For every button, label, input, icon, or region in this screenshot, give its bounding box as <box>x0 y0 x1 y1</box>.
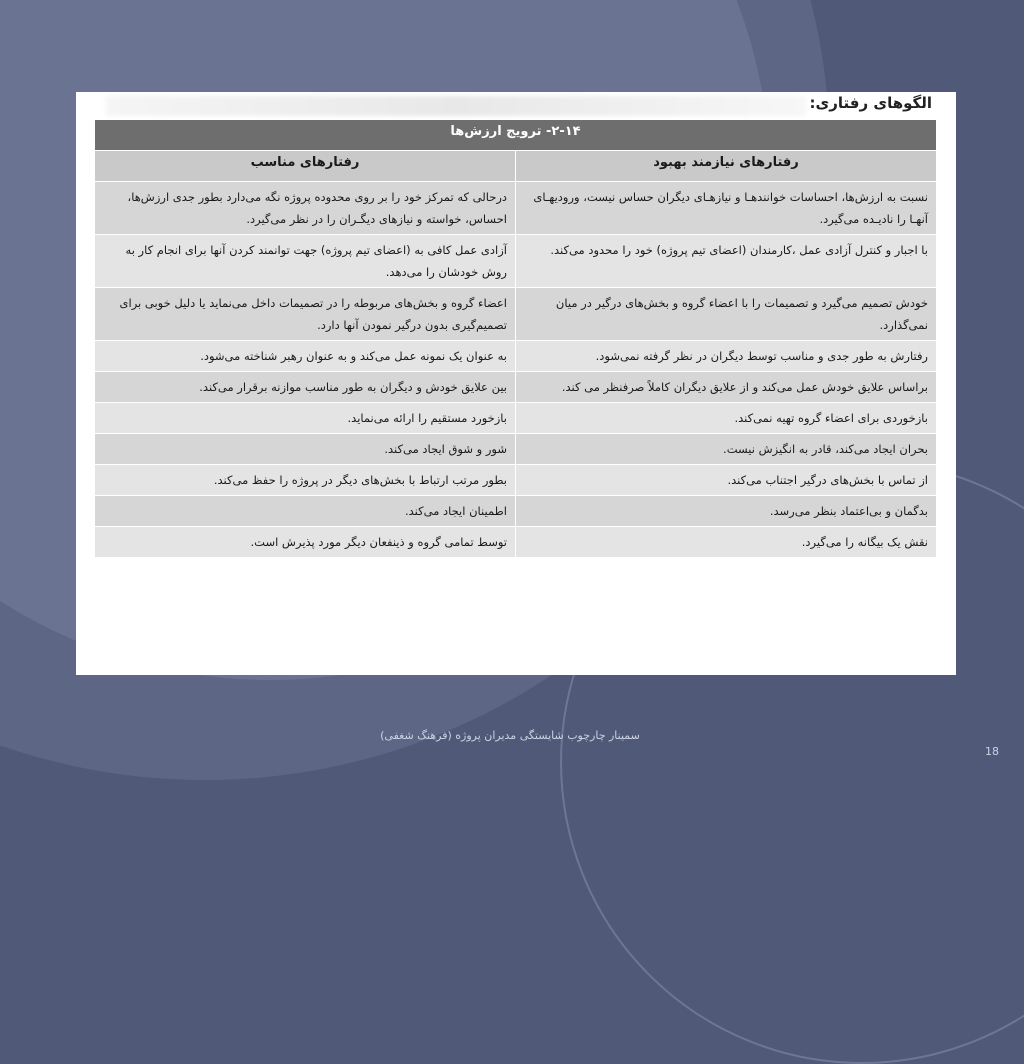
cell-improve: بدگمان و بی‌اعتماد بنظر می‌رسد. <box>516 496 937 527</box>
behavior-table <box>94 119 937 558</box>
cell-appropriate: شور و شوق ایجاد می‌کند. <box>95 434 516 465</box>
table-row <box>95 341 937 372</box>
cell-appropriate: بین علایق خودش و دیگران به طور مناسب موازنه برقرار می‌کند. <box>95 372 516 403</box>
cell-improve: نقش یک بیگانه را می‌گیرد. <box>516 527 937 558</box>
table-row <box>95 403 937 434</box>
table-row <box>95 372 937 403</box>
table-row <box>95 182 937 235</box>
cell-appropriate: درحالی که تمرکز خود را بر روی محدوده پروژه نگه می‌دارد بطور جدی ارزش‌ها، احساس، خواسته و نیازهای دیگـران را در نظر می‌گیرد. <box>95 182 516 235</box>
cell-improve: خودش تصمیم می‌گیرد و تصمیمات را با اعضاء گروه و بخش‌های درگیر در میان نمی‌گذارد. <box>516 288 937 341</box>
cell-improve: براساس علایق خودش عمل می‌کند و از علایق دیگران کاملاً صرفنظر می کند. <box>516 372 937 403</box>
table-title: ۲-۱۴- ترویج ارزش‌ها <box>95 120 937 151</box>
cell-appropriate: آزادی عمل کافی به (اعضای تیم پروژه) جهت توانمند کردن آنها برای انجام کار به روش خودشان را می‌دهد. <box>95 235 516 288</box>
cell-appropriate: به عنوان یک نمونه عمل می‌کند و به عنوان رهبر شناخته می‌شود. <box>95 341 516 372</box>
cell-improve: با اجبار و کنترل آزادی عمل ،کارمندان (اعضای تیم پروژه) خود را محدود می‌کند. <box>516 235 937 288</box>
faded-bleedthrough-text <box>106 96 806 116</box>
cell-improve: بازخوردی برای اعضاء گروه تهیه نمی‌کند. <box>516 403 937 434</box>
cell-appropriate: توسط تمامی گروه و ذینفعان دیگر مورد پذیرش است. <box>95 527 516 558</box>
table-row <box>95 288 937 341</box>
document-heading: الگوهای رفتاری: <box>809 94 932 112</box>
table-row <box>95 235 937 288</box>
cell-improve: بحران ایجاد می‌کند، قادر به انگیزش نیست. <box>516 434 937 465</box>
cell-improve: از تماس با بخش‌های درگیر اجتناب می‌کند. <box>516 465 937 496</box>
cell-improve: رفتارش به طور جدی و مناسب توسط دیگران در نظر گرفته نمی‌شود. <box>516 341 937 372</box>
table-body <box>95 182 937 558</box>
table-title-row <box>95 120 937 151</box>
cell-appropriate: بطور مرتب ارتباط با بخش‌های دیگر در پروژه را حفظ می‌کند. <box>95 465 516 496</box>
table-row <box>95 496 937 527</box>
table-row <box>95 527 937 558</box>
cell-appropriate: اعضاء گروه و بخش‌های مربوطه را در تصمیمات داخل می‌نماید یا دلیل خوبی برای تصمیم‌گیری بدون درگیر نمودن آنها دارد. <box>95 288 516 341</box>
cell-appropriate: بازخورد مستقیم را ارائه می‌نماید. <box>95 403 516 434</box>
slide-footer: سمینار چارچوب شایستگی مدیران پروژه (فرهنگ شغفی) <box>380 729 640 742</box>
column-header-appropriate: رفتارهای مناسب <box>95 151 516 182</box>
column-header-improve: رفتارهای نیازمند بهبود <box>516 151 937 182</box>
scanned-table-image <box>76 92 956 675</box>
page-number: 18 <box>985 745 999 758</box>
table-header-row <box>95 151 937 182</box>
table-row <box>95 465 937 496</box>
cell-appropriate: اطمینان ایجاد می‌کند. <box>95 496 516 527</box>
cell-improve: نسبت به ارزش‌ها، احساسات خوانندهـا و نیازهـای دیگران حساس نیست، ورودیهـای آنهـا را نادیـده می‌گیرد. <box>516 182 937 235</box>
table-row <box>95 434 937 465</box>
